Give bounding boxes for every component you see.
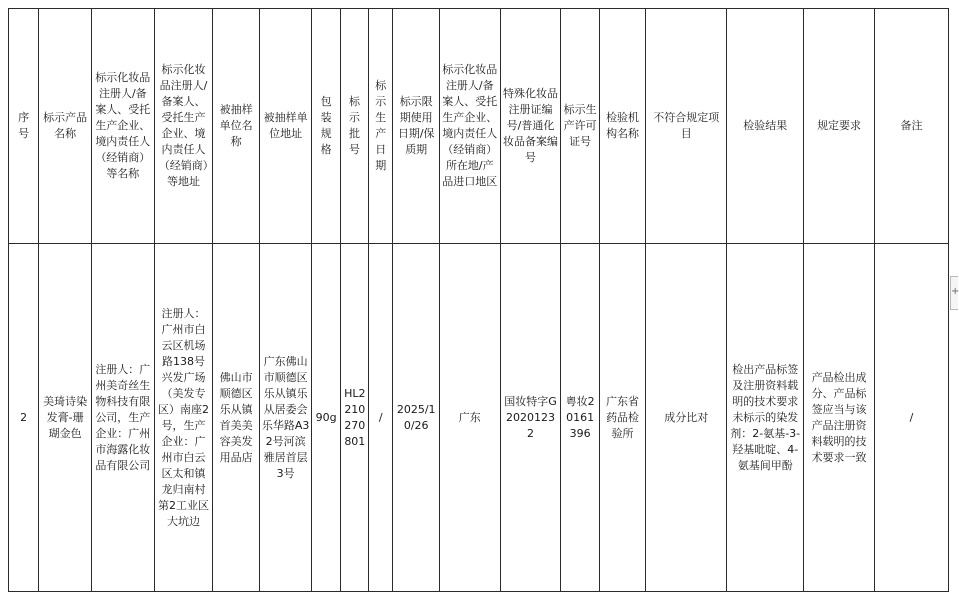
cell-sampled-unit-address: 广东佛山市顺德区乐从镇乐从居委会乐华路A32号河滨雅居首层3号 — [259, 244, 312, 592]
cell-production-date: / — [369, 244, 393, 592]
table-row — [9, 244, 949, 592]
cell-inspection-result: 检出产品标签及注册资料载明的技术要求未标示的染发剂：2-氨基-3-羟基吡啶、4-氨基间甲酚 — [727, 244, 804, 592]
header-cell-nonconforming-item: 不符合规定项目 — [646, 9, 727, 244]
header-cell-origin-region: 标示化妆品注册人/备案人、受托生产企业、境内责任人（经销商）所在地/产品进口地区 — [439, 9, 500, 244]
header-cell-package-spec: 包装规格 — [312, 9, 340, 244]
header-cell-company-address: 标示化妆品注册人/备案人、受托生产企业、境内责任人（经销商）等地址 — [154, 9, 213, 244]
header-cell-license-number: 标示生产许可证号 — [561, 9, 599, 244]
cell-registration-number: 国妆特字G20201232 — [500, 244, 561, 592]
header-cell-registration-number: 特殊化妆品注册证编号/普通化妆品备案编号 — [500, 9, 561, 244]
cell-license-number: 粤妆20161396 — [561, 244, 599, 592]
header-cell-batch-number: 标示批号 — [340, 9, 368, 244]
cell-expiry-date: 2025/10/26 — [393, 244, 440, 592]
header-cell-index: 序号 — [9, 9, 39, 244]
cell-product-name: 美琦诗染发膏-珊瑚金色 — [39, 244, 92, 592]
header-cell-inspection-agency: 检验机构名称 — [599, 9, 646, 244]
cell-company-address: 注册人：广州市白云区机场路138号兴发广场（美发专区）南座2号，生产企业：广州市白云区太和镇龙归南村第2工业区大坑边 — [154, 244, 213, 592]
header-cell-sampled-unit-name: 被抽样单位名称 — [213, 9, 260, 244]
cell-origin-region: 广东 — [439, 244, 500, 592]
cell-index: 2 — [9, 244, 39, 592]
header-cell-requirement: 规定要求 — [804, 9, 875, 244]
cosmetics-sampling-table — [8, 8, 949, 592]
header-cell-company-name: 标示化妆品注册人/备案人、受托生产企业、境内责任人（经销商）等名称 — [91, 9, 154, 244]
header-cell-product-name: 标示产品名称 — [39, 9, 92, 244]
header-cell-production-date: 标示生产日期 — [369, 9, 393, 244]
header-cell-inspection-result: 检验结果 — [727, 9, 804, 244]
cell-package-spec: 90g — [312, 244, 340, 592]
header-row — [9, 9, 949, 244]
cell-company-name: 注册人：广州美奇丝生物科技有限公司，生产企业：广州市海露化妆品有限公司 — [91, 244, 154, 592]
header-cell-sampled-unit-address: 被抽样单位地址 — [259, 9, 312, 244]
cell-sampled-unit-name: 佛山市顺德区乐从镇首美美容美发用品店 — [213, 244, 260, 592]
cell-batch-number: HL2210270801 — [340, 244, 368, 592]
cell-inspection-agency: 广东省药品检验所 — [599, 244, 646, 592]
header-cell-expiry-date: 标示限期使用日期/保质期 — [393, 9, 440, 244]
header-cell-remarks: 备注 — [874, 9, 948, 244]
expand-handle[interactable]: + — [950, 276, 958, 310]
cell-nonconforming-item: 成分比对 — [646, 244, 727, 592]
cell-remarks: / — [874, 244, 948, 592]
cell-requirement: 产品检出成分、产品标签应当与该产品注册资料载明的技术要求一致 — [804, 244, 875, 592]
